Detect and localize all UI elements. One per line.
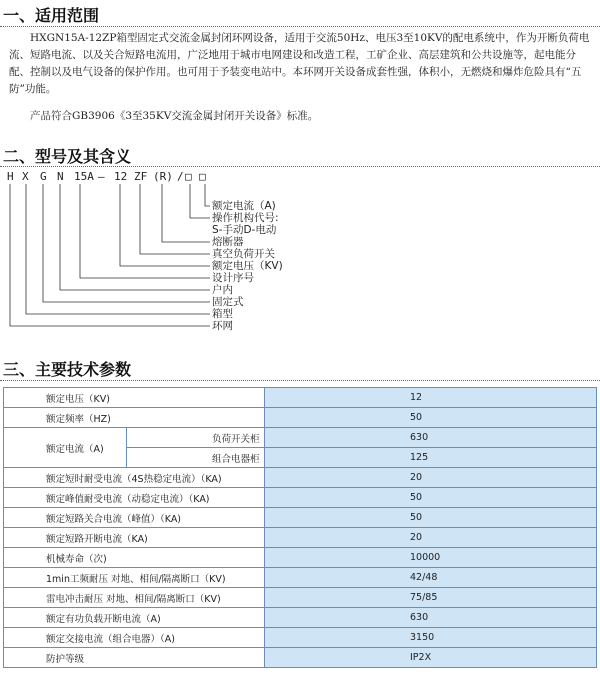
desc-design-no: 设计序号 <box>212 272 254 284</box>
desc-fuse: 熔断器 <box>212 236 244 248</box>
table-row <box>4 488 597 508</box>
divider <box>0 26 600 27</box>
table-row <box>4 428 597 448</box>
desc-ring-network: 环网 <box>212 320 233 332</box>
table-row <box>4 588 597 608</box>
parameter-table <box>3 387 597 668</box>
table-row <box>4 388 597 408</box>
param-value: 20 <box>265 528 597 548</box>
model-code-diagram <box>0 170 600 340</box>
param-label: 额定电压（KV) <box>4 388 265 408</box>
section-title-params: 三、主要技术参数 <box>3 360 132 379</box>
param-sublabel: 负荷开关柜 <box>127 428 265 448</box>
param-label: 额定电流（A) <box>4 428 127 468</box>
bracket-lines <box>0 170 600 340</box>
param-label: 1min工频耐压 对地、相间/隔离断口（KV) <box>4 568 265 588</box>
code-char: (R) <box>153 170 173 183</box>
param-label: 额定交接电流（组合电器）（A) <box>4 628 265 648</box>
param-value: 50 <box>265 408 597 428</box>
param-label: 额定短路开断电流（KA) <box>4 528 265 548</box>
divider <box>0 166 600 167</box>
code-char: H <box>7 170 14 183</box>
scope-paragraph <box>9 30 594 98</box>
param-value: 50 <box>265 508 597 528</box>
table-row <box>4 508 597 528</box>
code-char: N <box>57 170 64 183</box>
param-label: 额定峰值耐受电流（动稳定电流）（KA) <box>4 488 265 508</box>
code-char: / <box>177 170 184 183</box>
desc-indoor: 户内 <box>212 284 233 296</box>
table-row <box>4 648 597 668</box>
section-title-scope: 一、适用范围 <box>3 6 100 25</box>
code-char: 15A <box>74 170 94 183</box>
param-value: 75/85 <box>265 588 597 608</box>
table-row <box>4 528 597 548</box>
param-label: 额定短时耐受电流（4S热稳定电流）（KA) <box>4 468 265 488</box>
param-value: 20 <box>265 468 597 488</box>
desc-manual-electric: S-手动D-电动 <box>212 224 277 236</box>
param-label: 机械寿命（次) <box>4 548 265 568</box>
desc-operating-mech: 操作机构代号: <box>212 212 279 224</box>
table-row <box>4 628 597 648</box>
scope-text: HXGN15A-12ZP箱型固定式交流金属封闭环网设备，适用于交流50Hz、电压3至10KV的配电系统中，作为开断负荷电流、短路电流、以及关合短路电流用，广泛地用于城市电网建设和改造工程，工矿企业、高层建筑和公共设施等，起电能分配、控制以及电气设备的保护作用。也可用于予装变电站中。本环网开关设备成套性强，体积小，无燃烧和爆炸危险具有“五防”功能。 <box>9 32 590 95</box>
code-char: G <box>40 170 47 183</box>
desc-fixed: 固定式 <box>212 296 244 308</box>
section-title-model: 二、型号及其含义 <box>3 147 132 166</box>
table-row <box>4 608 597 628</box>
code-char: □ <box>199 170 206 183</box>
param-value: 630 <box>265 608 597 628</box>
code-char: ZF <box>134 170 148 183</box>
desc-box: 箱型 <box>212 308 233 320</box>
table-row <box>4 408 597 428</box>
desc-rated-voltage: 额定电压（KV) <box>212 260 283 272</box>
param-value: 3150 <box>265 628 597 648</box>
param-value: 12 <box>265 388 597 408</box>
code-char: — <box>98 170 105 183</box>
param-value: IP2X <box>265 648 597 668</box>
param-value: 10000 <box>265 548 597 568</box>
code-char: 12 <box>114 170 128 183</box>
table-row <box>4 568 597 588</box>
param-sublabel: 组合电器柜 <box>127 448 265 468</box>
param-value: 630 <box>265 428 597 448</box>
param-value: 125 <box>265 448 597 468</box>
param-label: 额定频率（HZ) <box>4 408 265 428</box>
standard-text: 产品符合GB3906《3至35KV交流金属封闭开关设备》标准。 <box>30 110 319 122</box>
desc-vacuum-switch: 真空负荷开关 <box>212 248 275 260</box>
param-value: 42/48 <box>265 568 597 588</box>
param-value: 50 <box>265 488 597 508</box>
param-label: 雷电冲击耐压 对地、相间/隔离断口（KV) <box>4 588 265 608</box>
code-char: X <box>22 170 29 183</box>
divider <box>0 380 600 381</box>
table-row <box>4 468 597 488</box>
table-row <box>4 548 597 568</box>
desc-rated-current: 额定电流（A) <box>212 200 276 212</box>
param-label: 防护等级 <box>4 648 265 668</box>
param-label: 额定短路关合电流（峰值）（KA) <box>4 508 265 528</box>
code-char: □ <box>185 170 192 183</box>
param-label: 额定有功负载开断电流（A) <box>4 608 265 628</box>
